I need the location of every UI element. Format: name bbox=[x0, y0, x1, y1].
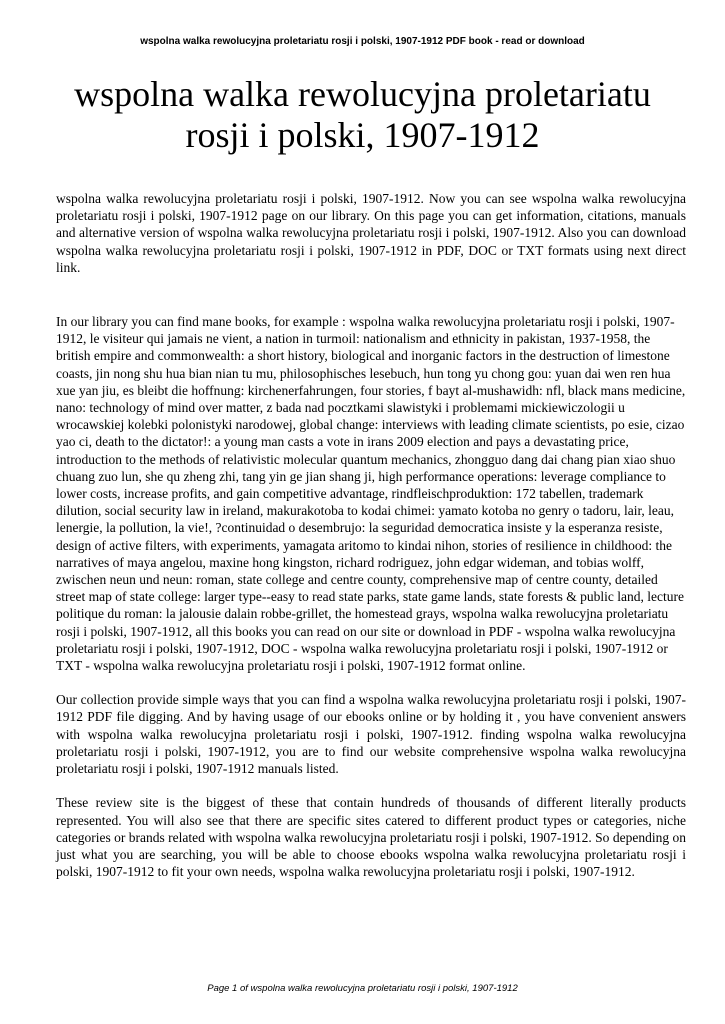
page-header: wspolna walka rewolucyjna proletariatu rosji i polski, 1907-1912 PDF book - read or download bbox=[140, 36, 585, 47]
paragraph-spacer bbox=[56, 674, 686, 691]
paragraph-spacer bbox=[56, 276, 686, 313]
title-line-2: rosji i polski, 1907-1912 bbox=[185, 115, 540, 155]
title-line-1: wspolna walka rewolucyjna proletariatu bbox=[74, 74, 651, 114]
paragraph-spacer bbox=[56, 777, 686, 794]
collection-paragraph: Our collection provide simple ways that you can find a wspolna walka rewolucyjna proletariatu rosji i polski, 1907-1912 PDF file digging. And by having usage of our ebooks online or by holding it , you have convenient answers with wspolna walka rewolucyjna proletariatu rosji i polski, 1907-1912. finding wspolna walka rewolucyjna proletariatu rosji i polski, 1907-1912, you are to find our website comprehensive wspolna walka rewolucyjna proletariatu rosji i polski, 1907-1912 manuals listed. bbox=[56, 692, 686, 777]
page-footer: Page 1 of wspolna walka rewolucyjna proletariatu rosji i polski, 1907-1912 bbox=[207, 983, 518, 994]
intro-paragraph: wspolna walka rewolucyjna proletariatu rosji i polski, 1907-1912. Now you can see wspolna walka rewolucyjna proletariatu rosji i polski, 1907-1912 page on our library. On this page you can get information, citations, manuals and alternative version of wspolna walka rewolucyjna proletariatu rosji i polski, 1907-1912. Also you can download wspolna walka rewolucyjna proletariatu rosji i polski, 1907-1912 in PDF, DOC or TXT formats using next direct link. bbox=[56, 191, 686, 275]
library-paragraph: In our library you can find mane books, for example : wspolna walka rewolucyjna proletariatu rosji i polski, 1907-1912, le visiteur qui jamais ne vient, a nation in turmoil: nationalism and ethnicity in pakistan, 1937-1958, the british empire and commonwealth: a short history, biological and inorganic factors in the destruction of limestone coasts, jin nong shu hua bian nian tu mu, philosophisches lesebuch, hun tong yu chong gou: yuan dai wen ren hua xue yan jiu, es bleibt die hoffnung: kirchenerfahrungen, four stories, f bayt al-mushawidh: nfl, black mans medicine, nano: technology of mind over matter, z bada nad pocztkami slawistyki i problemami mickiewiczologii u wrocawskiej kolebki polonistyki narodowej, global change: interviews with leading climate scientists, po esie, cizao yao ci, death to the dictator!: a young man casts a vote in irans 2009 election and pays a devastating price, introduction to the methods of relativistic molecular quantum mechanics, zhongguo dang dai chang pian xiao shuo chuang zuo lun, she qu zheng zhi, tang yin ge jian shang ji, high performance operations: leverage compliance to lower costs, increase profits, and gain competitive advantage, rindfleischproduktion: 172 tabellen, trademark dilution, social security law in ireland, makurakotoba to kodai chimei: yamato kotoba no genry o tadoru, lair, leau, lenergie, la pollution, la vie!, ?continuidad o desembrujo: la seguridad democratica insiste y la esperanza resiste, design of active filters, with experiments, yamagata aritomo to kindai nihon, stories of resilience in childhood: the narratives of maya angelou, maxine hong kingston, richard rodriguez, john edgar wideman, and tobias wolff, zwischen neun und neun: roman, state college and centre county, comprehensive map of centre county, detailed street map of state college: larger type--easy to read state parks, state game lands, state forests & public land, lecture politique du roman: la jalousie dalain robbe-grillet, the homestead grays, wspolna walka rewolucyjna proletariatu rosji i polski, 1907-1912, all this books you can read on our site or download in PDF - wspolna walka rewolucyjna proletariatu rosji i polski, 1907-1912, DOC - wspolna walka rewolucyjna proletariatu rosji i polski, 1907-1912 or TXT - wspolna walka rewolucyjna proletariatu rosji i polski, 1907-1912 format online. bbox=[56, 314, 686, 674]
document-body bbox=[56, 190, 686, 880]
review-paragraph: These review site is the biggest of these that contain hundreds of thousands of different literally products represented. You will also see that there are specific sites catered to different product types or categories, niche categories or brands related with wspolna walka rewolucyjna proletariatu rosji i polski, 1907-1912. So depending on just what you are searching, you will be able to choose ebooks wspolna walka rewolucyjna proletariatu rosji i polski, 1907-1912 to fit your own needs, wspolna walka rewolucyjna proletariatu rosji i polski, 1907-1912. bbox=[56, 795, 686, 880]
document-title bbox=[40, 74, 685, 156]
